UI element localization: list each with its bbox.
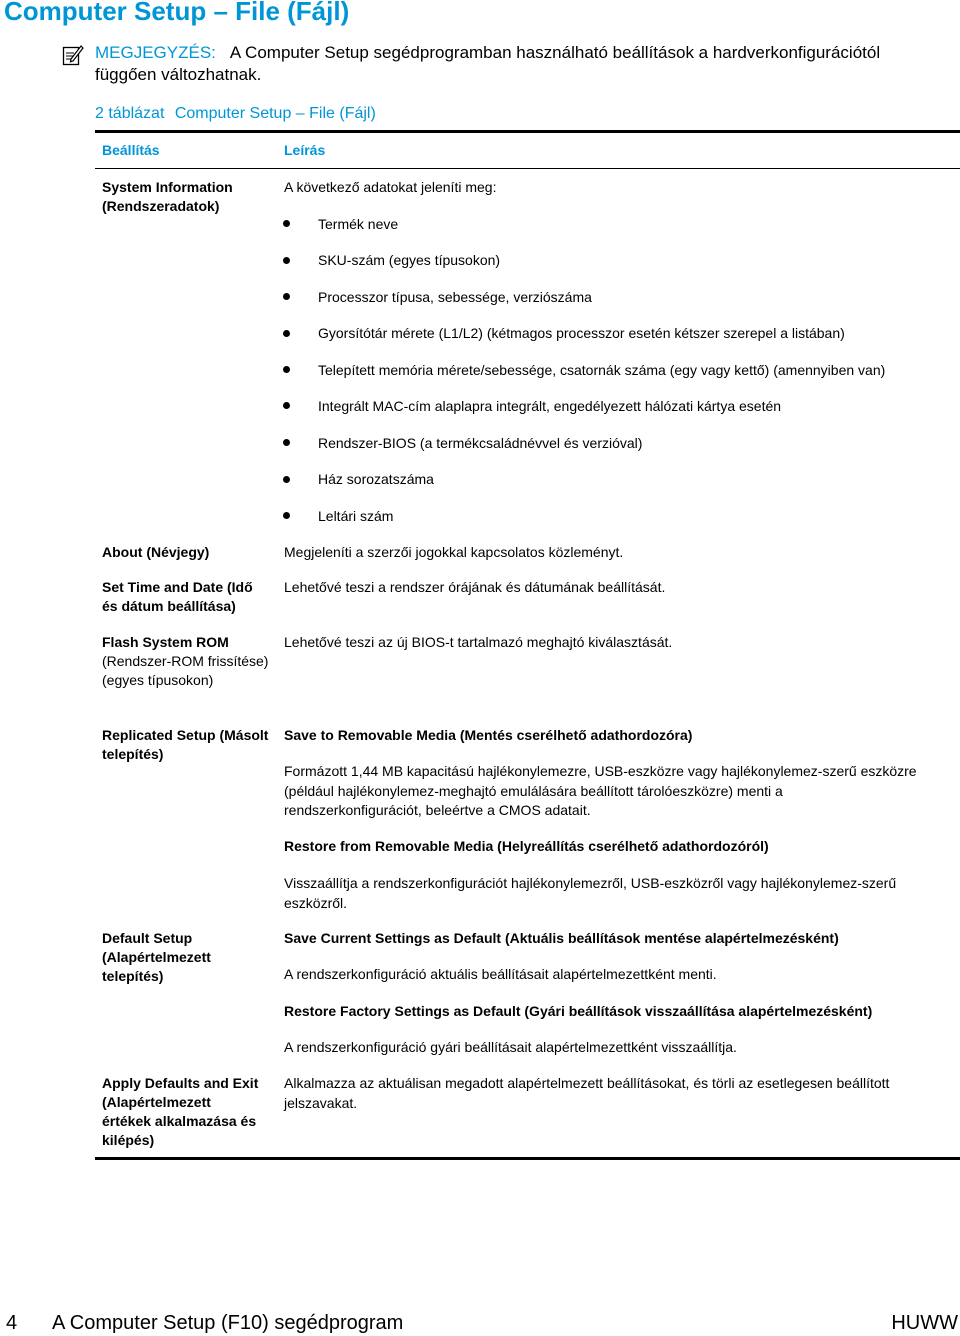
list-item: Ház sorozatszáma [318, 471, 434, 487]
list-item: Processzor típusa, sebessége, verziószáma [318, 289, 592, 305]
restore-from-removable-media-desc: Visszaállítja a rendszerkonfigurációt hajlékonylemezről, USB-eszközről vagy hajlékonylemez-szerű eszközről. [284, 875, 897, 911]
setting-default-setup: Default Setup (Alapértelmezett telepítés) [102, 930, 211, 984]
set-time-date-desc: Lehetővé teszi a rendszer órájának és dátumának beállítását. [284, 579, 666, 595]
bullet-icon [283, 366, 290, 373]
save-current-settings-desc: A rendszerkonfiguráció aktuális beállításait alapértelmezettként menti. [284, 966, 717, 982]
list-item: Gyorsítótár mérete (L1/L2) (kétmagos processzor esetén kétszer szerepel a listában) [318, 325, 845, 341]
setting-flash-system-rom [102, 633, 272, 690]
setting-system-information-title: System Information [102, 179, 233, 195]
footer-page-number: 4 [6, 1312, 18, 1334]
bullet-icon [283, 476, 290, 483]
setting-flash-system-rom-title: Flash System ROM [102, 634, 229, 650]
setting-apply-defaults-exit: Apply Defaults and Exit (Alapértelmezett értékek alkalmazása és kilépés) [102, 1075, 259, 1148]
footer-brand: HUWW [891, 1312, 958, 1334]
list-item: Termék neve [318, 216, 399, 232]
save-current-settings-heading: Save Current Settings as Default (Aktuális beállítások mentése alapértelmezésként) [284, 930, 839, 946]
system-information-intro: A következő adatokat jeleníti meg: [284, 179, 497, 195]
restore-factory-settings-desc: A rendszerkonfiguráció gyári beállításait alapértelmezettként visszaállítja. [284, 1039, 737, 1055]
apply-defaults-exit-desc: Alkalmazza az aktuálisan megadott alapértelmezett beállításokat, és törli az esetlegesen beállított jelszavakat. [284, 1075, 890, 1111]
table-caption [95, 105, 376, 123]
bullet-icon [283, 330, 290, 337]
bullet-icon [283, 439, 290, 446]
bullet-icon [283, 257, 290, 264]
restore-factory-settings-heading: Restore Factory Settings as Default (Gyári beállítások visszaállítása alapértelmezésként) [284, 1003, 873, 1019]
save-to-removable-media-desc: Formázott 1,44 MB kapacitású hajlékonylemezre, USB-eszközre vagy hajlékonylemez-szerű eszközre (például hajlékonylemez-meghajtó emulálására beállított tárolóeszközre) menti a rendszerkonfigurációt, beleértve a CMOS adatait. [284, 763, 917, 818]
table-caption-title: Computer Setup – File (Fájl) [174, 105, 376, 122]
about-desc: Megjeleníti a szerzői jogokkal kapcsolatos közleményt. [284, 544, 624, 560]
bullet-icon [283, 293, 290, 300]
list-item: Leltári szám [318, 508, 394, 524]
setting-system-information [102, 178, 272, 216]
list-item: SKU-szám (egyes típusokon) [318, 252, 501, 268]
header-rule [95, 168, 960, 169]
setting-set-time-date: Set Time and Date (Idő és dátum beállítása) [102, 579, 253, 614]
setting-system-information-sub: (Rendszeradatok) [102, 198, 220, 214]
bullet-icon [283, 402, 290, 409]
note-body: A Computer Setup segédprogramban használható beállítások a hardverkonfigurációtól függően változhatnak. [95, 43, 881, 84]
table-top-rule [95, 130, 960, 133]
bullet-icon [283, 512, 290, 519]
table-caption-number: 2 táblázat [95, 105, 165, 122]
list-item: Rendszer-BIOS (a termékcsaládnévvel és verzióval) [318, 435, 643, 451]
note-pencil-icon [62, 44, 84, 66]
note-text [95, 42, 935, 86]
footer-chapter: A Computer Setup (F10) segédprogram [52, 1312, 404, 1334]
save-to-removable-media-heading: Save to Removable Media (Mentés cserélhető adathordozóra) [284, 727, 693, 743]
table-bottom-rule [95, 1157, 960, 1160]
note-label: MEGJEGYZÉS: [95, 43, 216, 62]
flash-system-rom-desc: Lehetővé teszi az új BIOS-t tartalmazó meghajtó kiválasztását. [284, 634, 673, 650]
page-title: Computer Setup – File (Fájl) [4, 0, 350, 26]
setting-about: About (Névjegy) [102, 544, 210, 560]
restore-from-removable-media-heading: Restore from Removable Media (Helyreállítás cserélhető adathordozóról) [284, 838, 769, 854]
bullet-icon [283, 220, 290, 227]
setting-flash-system-rom-sub: (Rendszer-ROM frissítése) (egyes típusokon) [102, 653, 269, 688]
list-item: Telepített memória mérete/sebessége, csatornák száma (egy vagy kettő) (amennyiben van) [318, 362, 886, 378]
header-description: Leírás [284, 142, 326, 158]
header-setting: Beállítás [102, 142, 160, 158]
setting-replicated-setup: Replicated Setup (Másolt telepítés) [102, 727, 269, 762]
list-item: Integrált MAC-cím alaplapra integrált, engedélyezett hálózati kártya esetén [318, 398, 782, 414]
